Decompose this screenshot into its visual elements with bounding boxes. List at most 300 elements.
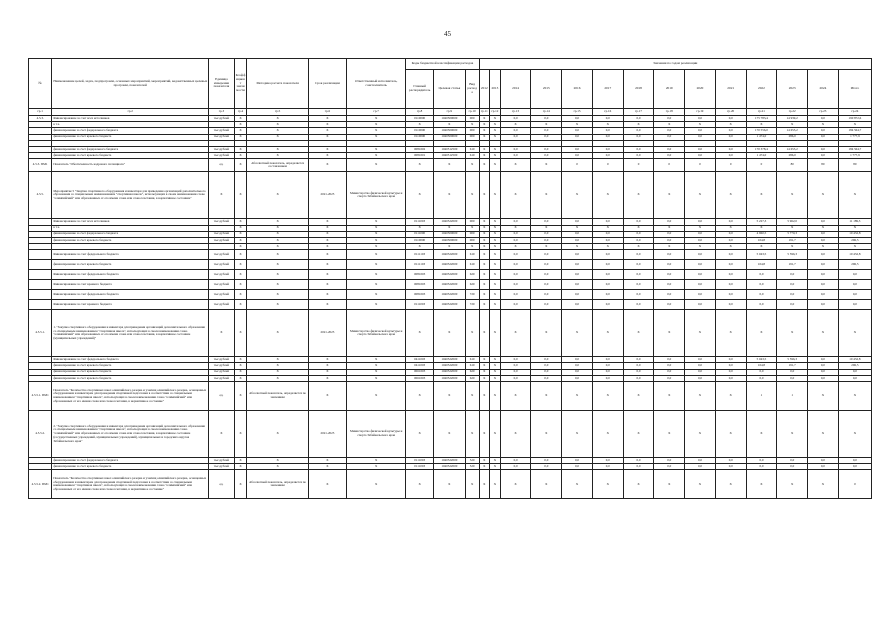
table-cell: 0,0: [623, 146, 654, 152]
table-cell: X: [433, 470, 465, 499]
table-cell: X: [234, 270, 247, 280]
table-cell: X: [347, 357, 406, 363]
table-cell: X: [308, 250, 346, 260]
table-cell: 0,0: [715, 369, 746, 375]
table-cell: 191,7: [777, 237, 808, 243]
table-cell: 0,0: [685, 300, 716, 310]
table-cell: 0,0: [654, 464, 685, 470]
row-name-cell: Финансирование за счет краевого бюджета: [52, 300, 209, 310]
row-number-cell: 4.5.3.: [29, 116, 52, 122]
table-cell: X: [490, 470, 501, 499]
table-cell: 0,0: [531, 237, 562, 243]
table-cell: 0,0: [592, 357, 623, 363]
table-cell: X: [247, 375, 308, 381]
table-cell: X: [234, 172, 247, 219]
table-cell: 0,0: [685, 357, 716, 363]
column-number-cell: гр.3: [209, 109, 234, 116]
table-cell: 0,0: [531, 270, 562, 280]
table-cell: X: [490, 172, 501, 219]
table-cell: Министерство физической культуры и спорта Забайкальского края: [347, 411, 406, 458]
table-cell: 1 777,9: [838, 134, 871, 140]
table-cell: X: [490, 159, 501, 172]
table-cell: X: [406, 159, 434, 172]
table-cell: X: [234, 231, 247, 237]
table-cell: ед.: [209, 470, 234, 499]
table-cell: 0,0: [838, 375, 871, 381]
table-cell: 0,0: [623, 464, 654, 470]
table-cell: 0,0: [592, 300, 623, 310]
table-cell: X: [308, 290, 346, 300]
table-cell: 0,0: [808, 290, 839, 300]
table-cell: 1 474,0: [746, 134, 777, 140]
table-cell: X: [347, 270, 406, 280]
table-cell: X: [209, 411, 234, 458]
table-cell: X: [715, 411, 746, 458]
table-cell: 170 378,4: [746, 146, 777, 152]
table-cell: 175 783,4: [746, 116, 777, 122]
table-cell: 520: [465, 464, 479, 470]
column-number-cell: гр.16: [592, 109, 623, 116]
table-cell: 0,0: [654, 237, 685, 243]
table-cell: X: [490, 363, 501, 369]
table-cell: X: [465, 172, 479, 219]
table-cell: X: [308, 128, 346, 134]
table-cell: тыс.рублей: [209, 375, 234, 381]
page-number: 45: [444, 30, 451, 38]
table-cell: 1 474,0: [746, 153, 777, 159]
table-cell: 0,0: [808, 270, 839, 280]
table-cell: 0,0: [562, 280, 593, 290]
table-cell: 0,0: [715, 270, 746, 280]
row-name-cell: Финансирование за счет краевого бюджета: [52, 280, 209, 290]
table-cell: 80: [838, 159, 871, 172]
table-cell: 0081003: [406, 270, 434, 280]
table-cell: 0,0: [685, 250, 716, 260]
table-cell: 10 432,8: [838, 250, 871, 260]
table-cell: X: [347, 231, 406, 237]
table-cell: 1040522000: [433, 219, 465, 225]
table-cell: X: [623, 172, 654, 219]
table-row: [29, 310, 872, 357]
row-name-cell: Финансирование за счет федерального бюджета: [52, 270, 209, 280]
table-cell: 0,0: [592, 464, 623, 470]
column-number-cell: гр.15: [562, 109, 593, 116]
table-cell: 0,0: [685, 128, 716, 134]
table-cell: X: [433, 122, 465, 128]
table-cell: X: [308, 357, 346, 363]
table-cell: 190 872,6: [838, 116, 871, 122]
table-cell: 0,0: [685, 363, 716, 369]
table-cell: X: [490, 280, 501, 290]
table-cell: 0,0: [531, 153, 562, 159]
table-cell: 0411003: [406, 357, 434, 363]
table-cell: 0,0: [746, 280, 777, 290]
table-cell: 0,0: [500, 375, 531, 381]
table-cell: 0110000: [406, 237, 434, 243]
header-responsible: Ответственный исполнитель, соисполнитель: [347, 59, 406, 109]
table-cell: X: [592, 225, 623, 231]
table-cell: 0,0: [654, 300, 685, 310]
table-cell: 0,0: [685, 280, 716, 290]
table-cell: X: [308, 363, 346, 369]
table-cell: 0,0: [592, 280, 623, 290]
table-cell: 0,0: [623, 290, 654, 300]
table-cell: X: [479, 172, 490, 219]
table-cell: X: [562, 310, 593, 357]
table-cell: 1040522000: [433, 464, 465, 470]
table-cell: 0,0: [500, 357, 531, 363]
table-cell: X: [347, 260, 406, 270]
table-cell: 1040500000: [433, 231, 465, 237]
table-cell: X: [490, 244, 501, 250]
table-cell: X: [531, 122, 562, 128]
table-cell: 0,0: [623, 369, 654, 375]
table-cell: тыс.рублей: [209, 290, 234, 300]
table-cell: X: [838, 244, 871, 250]
table-cell: X: [479, 280, 490, 290]
table-cell: 0,0: [685, 375, 716, 381]
table-cell: 000: [465, 134, 479, 140]
table-cell: X: [808, 225, 839, 231]
table-cell: 0: [746, 159, 777, 172]
table-cell: 0,0: [500, 369, 531, 375]
table-cell: 0,0: [685, 219, 716, 225]
row-name-cell: в т.ч.: [52, 122, 209, 128]
table-cell: X: [406, 411, 434, 458]
table-cell: 0,0: [531, 250, 562, 260]
column-number-cell: гр.1: [29, 109, 52, 116]
table-cell: 1040522000: [433, 290, 465, 300]
table-cell: 720: [465, 290, 479, 300]
table-cell: X: [592, 122, 623, 128]
table-cell: X: [562, 172, 593, 219]
table-cell: 0,0: [500, 464, 531, 470]
row-number-cell: [29, 260, 52, 270]
table-cell: X: [247, 153, 308, 159]
table-cell: 0,0: [623, 116, 654, 122]
row-name-cell: Показатель "Обеспеченность кадрового потенциала": [52, 159, 209, 172]
table-cell: 0,0: [777, 280, 808, 290]
table-cell: 1040512500: [433, 146, 465, 152]
table-cell: 0,0: [500, 280, 531, 290]
table-cell: X: [746, 225, 777, 231]
table-cell: X: [654, 411, 685, 458]
table-cell: X: [808, 470, 839, 499]
table-cell: 0,0: [623, 219, 654, 225]
table-cell: 1: [746, 382, 777, 411]
column-number-cell: гр.5: [247, 109, 308, 116]
header-year: 2017: [592, 70, 623, 109]
table-cell: 0,0: [531, 134, 562, 140]
table-cell: X: [592, 382, 623, 411]
table-cell: 0,0: [623, 300, 654, 310]
table-cell: X: [592, 244, 623, 250]
table-cell: X: [479, 464, 490, 470]
table-cell: 620: [465, 280, 479, 290]
table-cell: 0: [715, 159, 746, 172]
row-name-cell: Показатель "Количество спортивных школ олимпийского резерва и училищ олимпийского резерва, оснащенных оборудованием и инвентарем для проведения спортивной подготовки в соответствии со специальным наименованием "спортивная школа", использующих в своем наименовании слово "олимпийский" или образованных от его имени слова или словосочетания, в нормативное состояние": [52, 382, 209, 411]
table-cell: X: [347, 116, 406, 122]
table-cell: 0,0: [654, 134, 685, 140]
table-cell: 0,0: [531, 375, 562, 381]
table-cell: 0,0: [715, 300, 746, 310]
row-name-cell: Показатель "Количество спортивных школ олимпийского резерва и училищ олимпийского резерва, оснащенных оборудованием и инвентарем для проведения спортивной подготовки в соответствии со специальным наименованием "спортивная школа", использующих в своем наименовании слово "олимпийский" или образованных от его имени слова или словосочетания, в нормативное состояние": [52, 470, 209, 499]
table-cell: X: [490, 134, 501, 140]
table-cell: 0,0: [623, 153, 654, 159]
table-cell: 0,0: [715, 290, 746, 300]
row-name-cell: финансирование за счет краевого бюджета: [52, 375, 209, 381]
table-cell: X: [234, 363, 247, 369]
table-cell: 0,0: [654, 250, 685, 260]
header-year: 2022: [746, 70, 777, 109]
table-cell: X: [234, 280, 247, 290]
table-cell: 1040522000: [433, 300, 465, 310]
table-cell: X: [479, 122, 490, 128]
table-cell: 0,0: [623, 260, 654, 270]
table-cell: 5 770,3: [777, 231, 808, 237]
table-cell: X: [490, 231, 501, 237]
table-cell: X: [347, 159, 406, 172]
table-cell: X: [808, 382, 839, 411]
table-cell: 2021-2025: [308, 172, 346, 219]
header-year: 2019: [654, 70, 685, 109]
row-name-cell: финансирование за счет федерального бюджета: [52, 128, 209, 134]
table-cell: X: [433, 310, 465, 357]
table-cell: X: [247, 260, 308, 270]
table-cell: 1040522000: [433, 363, 465, 369]
table-cell: 0,0: [531, 464, 562, 470]
table-cell: X: [308, 270, 346, 280]
table-cell: X: [308, 116, 346, 122]
table-cell: X: [247, 290, 308, 300]
table-cell: 5 962,0: [777, 219, 808, 225]
table-cell: 0,0: [746, 375, 777, 381]
table-cell: X: [623, 411, 654, 458]
table-cell: X: [479, 237, 490, 243]
table-cell: 5 596,3: [777, 357, 808, 363]
table-cell: Министерство физической культуры и спорта Забайкальского края: [347, 310, 406, 357]
table-cell: 0,0: [562, 219, 593, 225]
table-cell: 0,0: [808, 458, 839, 464]
table-cell: X: [406, 244, 434, 250]
table-cell: X: [500, 225, 531, 231]
table-cell: X: [531, 159, 562, 172]
table-cell: тыс.рублей: [209, 146, 234, 152]
table-cell: 0,0: [562, 250, 593, 260]
table-cell: X: [777, 172, 808, 219]
table-cell: ед.: [209, 382, 234, 411]
table-cell: 0,0: [500, 116, 531, 122]
table-cell: X: [490, 270, 501, 280]
table-cell: X: [234, 250, 247, 260]
table-cell: тыс.рублей: [209, 219, 234, 225]
table-cell: 0,0: [562, 290, 593, 300]
row-number-cell: 4.5.5.1.: [29, 310, 52, 357]
table-cell: X: [623, 122, 654, 128]
table-cell: 0,0: [808, 134, 839, 140]
table-cell: X: [234, 153, 247, 159]
table-cell: X: [347, 464, 406, 470]
table-row: [29, 280, 872, 290]
table-cell: 80: [777, 159, 808, 172]
table-cell: X: [234, 310, 247, 357]
table-cell: X: [562, 225, 593, 231]
row-number-cell: 4.5.5.1. ПМ1: [29, 382, 52, 411]
table-cell: 1040522000: [433, 280, 465, 290]
table-cell: 0,0: [531, 146, 562, 152]
table-cell: 0,0: [838, 464, 871, 470]
table-cell: 0081003: [406, 280, 434, 290]
table-cell: 1040500000: [433, 237, 465, 243]
header-coefficient: Коэффициент значимости: [234, 59, 247, 109]
table-cell: 000: [465, 231, 479, 237]
row-name-cell: Финансирование за счет всех источников: [52, 116, 209, 122]
table-cell: 0,0: [500, 458, 531, 464]
table-cell: 0,0: [531, 458, 562, 464]
table-cell: 0,0: [808, 300, 839, 310]
column-number-cell: гр.24: [838, 109, 871, 116]
table-cell: X: [247, 411, 308, 458]
table-cell: X: [308, 225, 346, 231]
table-cell: X: [479, 357, 490, 363]
table-cell: 0,0: [500, 134, 531, 140]
table-cell: 0,0: [500, 270, 531, 280]
table-row: [29, 270, 872, 280]
table-cell: X: [808, 411, 839, 458]
table-cell: 0111000: [406, 231, 434, 237]
table-cell: тыс.рублей: [209, 134, 234, 140]
table-cell: X: [838, 225, 871, 231]
table-cell: 0,0: [623, 280, 654, 290]
table-cell: X: [308, 369, 346, 375]
column-number-cell: гр.14: [531, 109, 562, 116]
table-cell: X: [234, 159, 247, 172]
table-cell: 0,0: [562, 153, 593, 159]
table-cell: Абсолютный показатель, определяется составлением: [247, 159, 308, 172]
table-cell: X: [531, 411, 562, 458]
table-cell: 0,0: [592, 146, 623, 152]
table-cell: X: [347, 290, 406, 300]
table-cell: X: [623, 310, 654, 357]
table-row: [29, 172, 872, 219]
table-cell: 0,0: [838, 270, 871, 280]
table-cell: 0,0: [654, 280, 685, 290]
table-cell: X: [209, 310, 234, 357]
table-cell: 0,0: [777, 270, 808, 280]
table-cell: 0,0: [623, 237, 654, 243]
table-cell: 0,0: [746, 300, 777, 310]
table-cell: X: [347, 225, 406, 231]
table-cell: X: [654, 310, 685, 357]
table-cell: X: [234, 464, 247, 470]
table-cell: X: [685, 470, 716, 499]
table-cell: X: [234, 382, 247, 411]
table-cell: 104,8: [746, 260, 777, 270]
table-cell: X: [490, 219, 501, 225]
table-cell: X: [490, 122, 501, 128]
table-cell: X: [479, 250, 490, 260]
row-name-cell: финансирование за счет краевого бюджета: [52, 153, 209, 159]
table-cell: тыс.рублей: [209, 128, 234, 134]
table-cell: 0,0: [685, 116, 716, 122]
table-cell: X: [490, 382, 501, 411]
table-cell: X: [308, 375, 346, 381]
header-name: Наименование целей, задач, подпрограмм, основных мероприятий, мероприятий, ведомственных целевых программ, показателей: [52, 59, 209, 109]
table-cell: X: [308, 260, 346, 270]
header-year: 2013: [490, 70, 501, 109]
table-cell: Министерство физической культуры и спорта Забайкальского края: [347, 172, 406, 219]
table-cell: X: [234, 225, 247, 231]
table-cell: X: [777, 310, 808, 357]
table-cell: 0,0: [500, 290, 531, 300]
table-cell: 0,0: [562, 260, 593, 270]
table-cell: 0,0: [715, 375, 746, 381]
table-cell: X: [490, 128, 501, 134]
table-cell: 0,0: [592, 231, 623, 237]
table-cell: 0,0: [623, 134, 654, 140]
table-cell: X: [715, 470, 746, 499]
table-cell: 0,0: [654, 363, 685, 369]
table-cell: X: [654, 382, 685, 411]
table-cell: 286,0: [777, 134, 808, 140]
table-cell: X: [308, 134, 346, 140]
table-cell: X: [654, 172, 685, 219]
table-cell: X: [308, 219, 346, 225]
table-row: [29, 382, 872, 411]
table-body: [29, 109, 872, 499]
row-number-cell: [29, 270, 52, 280]
table-cell: 0,0: [808, 219, 839, 225]
table-cell: 0,0: [685, 290, 716, 300]
table-cell: 1040522000: [433, 458, 465, 464]
table-cell: X: [479, 458, 490, 464]
table-cell: X: [479, 300, 490, 310]
table-cell: 1040500000: [433, 128, 465, 134]
table-cell: X: [479, 470, 490, 499]
table-cell: X: [247, 458, 308, 464]
table-cell: 0,0: [592, 153, 623, 159]
table-cell: X: [490, 250, 501, 260]
table-cell: X: [308, 464, 346, 470]
table-cell: X: [490, 369, 501, 375]
table-cell: 1040522000: [433, 357, 465, 363]
table-cell: 0,0: [592, 458, 623, 464]
table-cell: X: [247, 128, 308, 134]
table-cell: тыс.рублей: [209, 250, 234, 260]
table-cell: 0,0: [562, 375, 593, 381]
table-cell: тыс.рублей: [209, 357, 234, 363]
table-cell: 0,0: [654, 290, 685, 300]
table-cell: 0,0: [777, 369, 808, 375]
table-cell: 0,0: [500, 146, 531, 152]
table-cell: 0110000: [406, 134, 434, 140]
table-cell: X: [479, 382, 490, 411]
table-cell: 0,0: [746, 464, 777, 470]
table-cell: 0,0: [654, 375, 685, 381]
table-cell: X: [808, 244, 839, 250]
table-cell: 0,0: [500, 260, 531, 270]
table-cell: 0,0: [777, 375, 808, 381]
header-grbs: Главный распорядитель: [406, 70, 434, 109]
table-cell: X: [433, 172, 465, 219]
row-name-cell: финансирование за счет краевого бюджета: [52, 260, 209, 270]
table-cell: 000: [465, 128, 479, 134]
table-cell: 0,0: [715, 153, 746, 159]
table-cell: X: [465, 159, 479, 172]
table-cell: 0,0: [500, 300, 531, 310]
table-cell: 0,0: [562, 231, 593, 237]
table-cell: 620: [465, 270, 479, 280]
